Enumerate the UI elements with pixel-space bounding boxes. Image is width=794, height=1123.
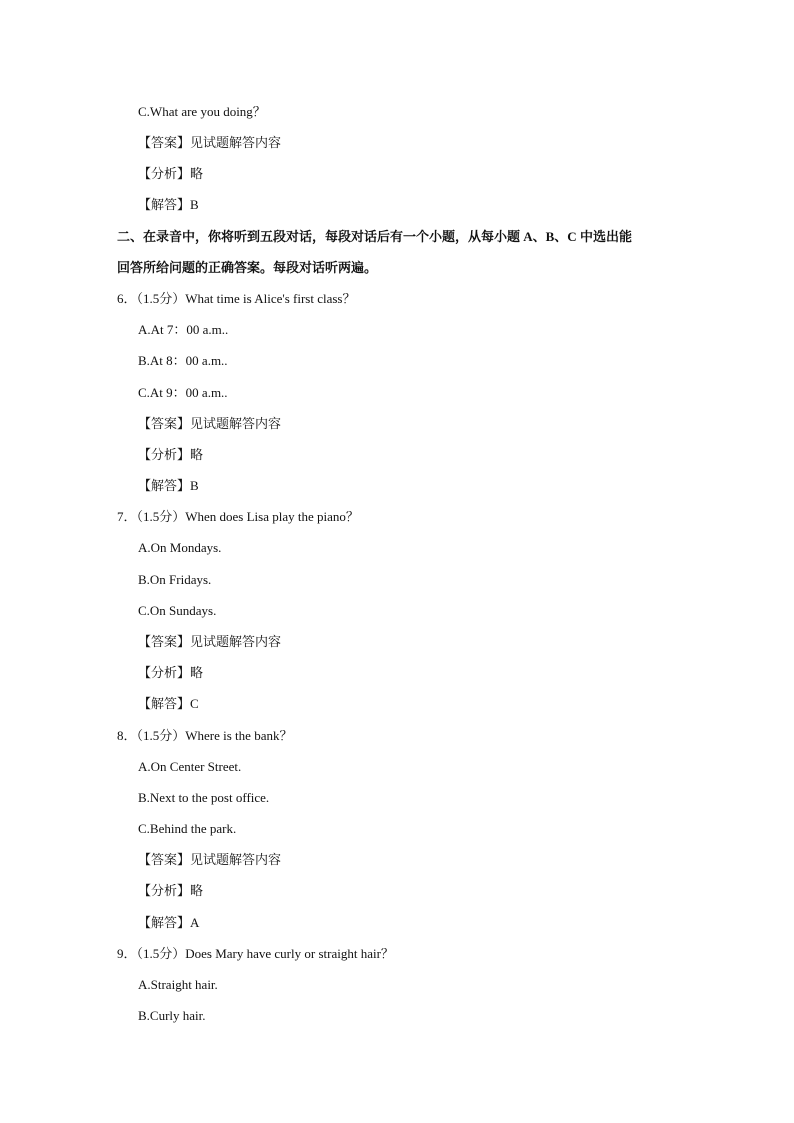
option-c: C.At 9：00 a.m..	[138, 385, 228, 400]
option-b: B.At 8：00 a.m..	[138, 353, 228, 368]
solution-label: 【解答】C	[138, 696, 199, 711]
answer-label: 【答案】见试题解答内容	[138, 416, 282, 431]
option-a: A.At 7：00 a.m..	[138, 322, 229, 337]
answer-label: 【答案】见试题解答内容	[138, 852, 282, 867]
option-a: A.On Center Street.	[138, 759, 242, 774]
option-b: B.Next to the post office.	[138, 790, 270, 805]
section-heading-line2: 回答所给问题的正确答案。每段对话听两遍。	[117, 260, 378, 275]
solution-label: 【解答】A	[138, 915, 200, 930]
option-c: C.Behind the park.	[138, 821, 237, 836]
option-b: B.On Fridays.	[138, 572, 212, 587]
option-b: B.Curly hair.	[138, 1008, 206, 1023]
answer-label: 【答案】见试题解答内容	[138, 634, 282, 649]
option-a: A.On Mondays.	[138, 540, 222, 555]
section-heading-line1: 二、在录音中，你将听到五段对话，每段对话后有一个小题，从每小题 A、B、C 中选出能	[117, 229, 632, 244]
option-c: C.On Sundays.	[138, 603, 217, 618]
solution-label: 【解答】B	[138, 478, 199, 493]
analysis-label: 【分析】略	[138, 166, 204, 181]
question-stem: 6．（1.5分）What time is Alice's first class？	[117, 291, 356, 306]
analysis-label: 【分析】略	[138, 447, 204, 462]
option-c: C.What are you doing？	[138, 104, 266, 119]
answer-label: 【答案】见试题解答内容	[138, 135, 282, 150]
question-stem: 9．（1.5分）Does Mary have curly or straight hair？	[117, 946, 394, 961]
analysis-label: 【分析】略	[138, 665, 204, 680]
option-a: A.Straight hair.	[138, 977, 218, 992]
solution-label: 【解答】B	[138, 197, 199, 212]
question-stem: 7．（1.5分）When does Lisa play the piano？	[117, 509, 359, 524]
analysis-label: 【分析】略	[138, 883, 204, 898]
question-stem: 8．（1.5分）Where is the bank？	[117, 728, 293, 743]
